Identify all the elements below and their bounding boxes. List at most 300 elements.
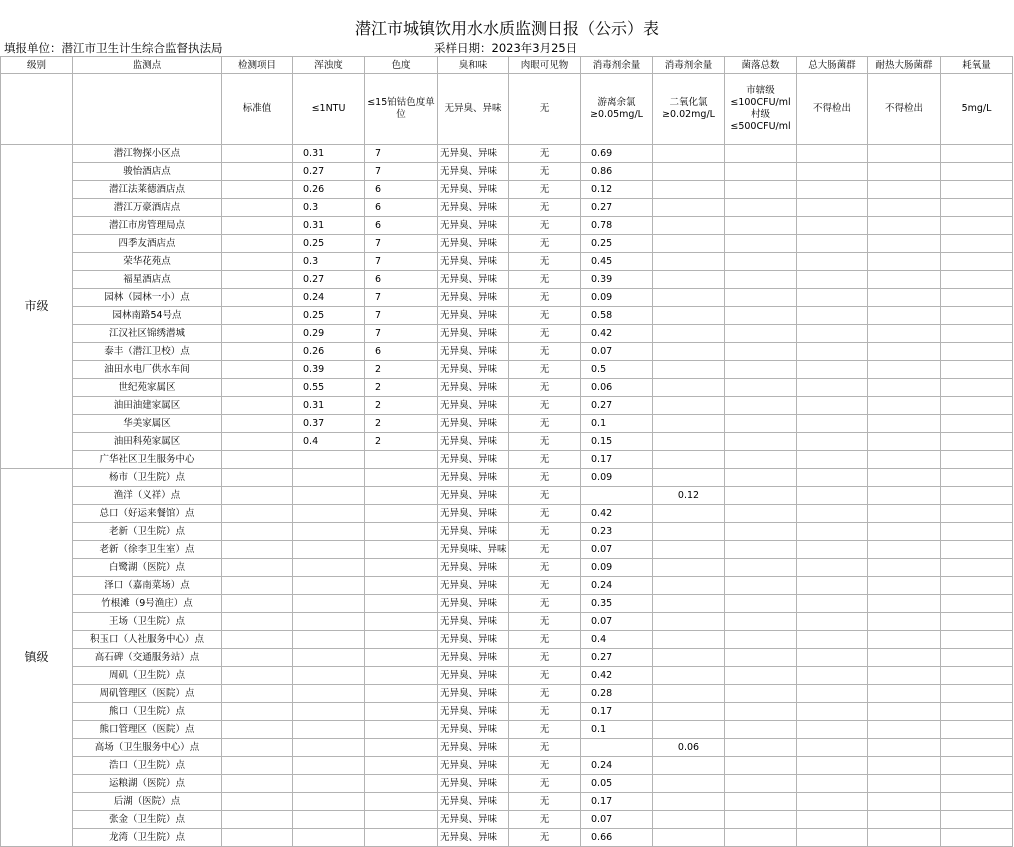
header-odor[interactable]: 臭和味 [438,57,509,74]
odor-cell[interactable]: 无异臭、异味 [438,613,509,631]
color-cell[interactable] [365,523,438,541]
chlorine-dioxide-cell[interactable] [653,577,725,595]
empty-cell[interactable] [868,631,941,649]
item-cell[interactable] [222,649,293,667]
empty-cell[interactable] [868,271,941,289]
chlorine-cell[interactable]: 0.4 [581,631,653,649]
odor-cell[interactable]: 无异臭、异味 [438,217,509,235]
odor-cell[interactable]: 无异臭、异味 [438,289,509,307]
standard-colony[interactable]: 市辖级≤100CFU/ml 村级≤500CFU/ml [725,74,797,145]
empty-cell[interactable] [941,739,1013,757]
chlorine-cell[interactable]: 0.07 [581,541,653,559]
color-cell[interactable]: 6 [365,271,438,289]
point-cell[interactable]: 油田水电厂供水车间 [73,361,222,379]
turbidity-cell[interactable] [293,649,365,667]
empty-cell[interactable] [725,253,797,271]
point-cell[interactable]: 周矶管理区（医院）点 [73,685,222,703]
empty-cell[interactable] [941,523,1013,541]
point-cell[interactable]: 老新（徐李卫生室）点 [73,541,222,559]
chlorine-dioxide-cell[interactable] [653,703,725,721]
empty-cell[interactable] [941,379,1013,397]
level-cell[interactable]: 市级 [1,145,73,469]
chlorine-dioxide-cell[interactable] [653,613,725,631]
turbidity-cell[interactable] [293,595,365,613]
visible-cell[interactable]: 无 [509,271,581,289]
chlorine-cell[interactable]: 0.28 [581,685,653,703]
header-coliform[interactable]: 总大肠菌群 [797,57,868,74]
empty-cell[interactable] [868,397,941,415]
chlorine-cell[interactable]: 0.17 [581,451,653,469]
empty-cell[interactable] [797,703,868,721]
empty-cell[interactable] [797,811,868,829]
visible-cell[interactable]: 无 [509,739,581,757]
empty-cell[interactable] [868,559,941,577]
empty-cell[interactable] [797,451,868,469]
point-cell[interactable]: 潜江物探小区点 [73,145,222,163]
empty-cell[interactable] [868,145,941,163]
odor-cell[interactable]: 无异臭、异味 [438,775,509,793]
point-cell[interactable]: 园林南路54号点 [73,307,222,325]
visible-cell[interactable]: 无 [509,343,581,361]
turbidity-cell[interactable] [293,775,365,793]
empty-cell[interactable] [725,343,797,361]
chlorine-dioxide-cell[interactable] [653,163,725,181]
item-cell[interactable] [222,523,293,541]
item-cell[interactable] [222,289,293,307]
empty-cell[interactable] [725,685,797,703]
empty-cell[interactable] [725,397,797,415]
empty-cell[interactable] [725,775,797,793]
standard-chlorine[interactable]: 游离余氯≥0.05mg/L [581,74,653,145]
chlorine-dioxide-cell[interactable] [653,415,725,433]
point-cell[interactable]: 高石碑（交通服务站）点 [73,649,222,667]
turbidity-cell[interactable] [293,523,365,541]
turbidity-cell[interactable]: 0.37 [293,415,365,433]
chlorine-dioxide-cell[interactable] [653,271,725,289]
empty-cell[interactable] [725,505,797,523]
empty-cell[interactable] [941,343,1013,361]
color-cell[interactable] [365,595,438,613]
empty-cell[interactable] [941,235,1013,253]
empty-cell[interactable] [797,379,868,397]
turbidity-cell[interactable] [293,631,365,649]
header-color[interactable]: 色度 [365,57,438,74]
point-cell[interactable]: 潜江市房管理局点 [73,217,222,235]
item-cell[interactable] [222,181,293,199]
color-cell[interactable] [365,667,438,685]
empty-cell[interactable] [725,667,797,685]
turbidity-cell[interactable] [293,739,365,757]
point-cell[interactable]: 油田科苑家属区 [73,433,222,451]
chlorine-cell[interactable]: 0.15 [581,433,653,451]
item-cell[interactable] [222,145,293,163]
point-cell[interactable]: 泰丰（潜江卫校）点 [73,343,222,361]
item-cell[interactable] [222,739,293,757]
empty-cell[interactable] [725,199,797,217]
empty-cell[interactable] [868,343,941,361]
color-cell[interactable] [365,631,438,649]
turbidity-cell[interactable]: 0.26 [293,343,365,361]
chlorine-cell[interactable]: 0.1 [581,721,653,739]
standard-color[interactable]: ≤15铂钴色度单位 [365,74,438,145]
visible-cell[interactable]: 无 [509,361,581,379]
empty-cell[interactable] [797,397,868,415]
chlorine-cell[interactable]: 0.12 [581,181,653,199]
color-cell[interactable] [365,811,438,829]
point-cell[interactable]: 浩口（卫生院）点 [73,757,222,775]
visible-cell[interactable]: 无 [509,487,581,505]
color-cell[interactable] [365,685,438,703]
color-cell[interactable] [365,505,438,523]
point-cell[interactable]: 运粮湖（医院）点 [73,775,222,793]
odor-cell[interactable]: 无异臭、异味 [438,181,509,199]
empty-cell[interactable] [868,793,941,811]
odor-cell[interactable]: 无异臭、异味 [438,685,509,703]
item-cell[interactable] [222,163,293,181]
point-cell[interactable]: 华美家属区 [73,415,222,433]
standard-turbidity[interactable]: ≤1NTU [293,74,365,145]
chlorine-cell[interactable]: 0.17 [581,703,653,721]
item-cell[interactable] [222,253,293,271]
color-cell[interactable] [365,613,438,631]
color-cell[interactable]: 6 [365,343,438,361]
item-cell[interactable] [222,811,293,829]
empty-cell[interactable] [941,487,1013,505]
empty-cell[interactable] [725,703,797,721]
item-cell[interactable] [222,325,293,343]
visible-cell[interactable]: 无 [509,379,581,397]
standard-level-cell[interactable] [1,74,73,145]
chlorine-cell[interactable]: 0.27 [581,649,653,667]
color-cell[interactable] [365,559,438,577]
color-cell[interactable]: 6 [365,181,438,199]
empty-cell[interactable] [941,829,1013,847]
turbidity-cell[interactable] [293,793,365,811]
empty-cell[interactable] [797,469,868,487]
chlorine-dioxide-cell[interactable] [653,235,725,253]
odor-cell[interactable]: 无异臭、异味 [438,757,509,775]
empty-cell[interactable] [797,577,868,595]
empty-cell[interactable] [797,631,868,649]
empty-cell[interactable] [941,559,1013,577]
visible-cell[interactable]: 无 [509,181,581,199]
header-item[interactable]: 检测项目 [222,57,293,74]
item-cell[interactable] [222,577,293,595]
empty-cell[interactable] [868,235,941,253]
chlorine-dioxide-cell[interactable] [653,595,725,613]
empty-cell[interactable] [725,649,797,667]
visible-cell[interactable]: 无 [509,595,581,613]
empty-cell[interactable] [868,595,941,613]
turbidity-cell[interactable] [293,577,365,595]
item-cell[interactable] [222,307,293,325]
chlorine-cell[interactable]: 0.5 [581,361,653,379]
item-cell[interactable] [222,721,293,739]
empty-cell[interactable] [725,415,797,433]
odor-cell[interactable]: 无异臭、异味 [438,325,509,343]
item-cell[interactable] [222,469,293,487]
item-cell[interactable] [222,379,293,397]
empty-cell[interactable] [725,811,797,829]
visible-cell[interactable]: 无 [509,253,581,271]
turbidity-cell[interactable] [293,613,365,631]
color-cell[interactable]: 2 [365,415,438,433]
color-cell[interactable]: 2 [365,397,438,415]
color-cell[interactable] [365,451,438,469]
empty-cell[interactable] [868,811,941,829]
visible-cell[interactable]: 无 [509,289,581,307]
empty-cell[interactable] [725,181,797,199]
chlorine-cell[interactable]: 0.69 [581,145,653,163]
chlorine-dioxide-cell[interactable] [653,217,725,235]
color-cell[interactable]: 2 [365,433,438,451]
turbidity-cell[interactable] [293,505,365,523]
chlorine-cell[interactable]: 0.45 [581,253,653,271]
chlorine-dioxide-cell[interactable] [653,757,725,775]
point-cell[interactable]: 张金（卫生院）点 [73,811,222,829]
chlorine-cell[interactable]: 0.27 [581,397,653,415]
empty-cell[interactable] [941,793,1013,811]
odor-cell[interactable]: 无异臭、异味 [438,361,509,379]
item-cell[interactable] [222,487,293,505]
empty-cell[interactable] [797,361,868,379]
chlorine-dioxide-cell[interactable] [653,361,725,379]
visible-cell[interactable]: 无 [509,217,581,235]
visible-cell[interactable]: 无 [509,613,581,631]
chlorine-dioxide-cell[interactable] [653,253,725,271]
chlorine-cell[interactable] [581,739,653,757]
turbidity-cell[interactable]: 0.25 [293,307,365,325]
empty-cell[interactable] [725,469,797,487]
color-cell[interactable]: 7 [365,325,438,343]
empty-cell[interactable] [941,181,1013,199]
turbidity-cell[interactable]: 0.27 [293,163,365,181]
item-cell[interactable] [222,433,293,451]
color-cell[interactable]: 6 [365,199,438,217]
visible-cell[interactable]: 无 [509,649,581,667]
standard-chlorine-dioxide[interactable]: 二氧化氯≥0.02mg/L [653,74,725,145]
empty-cell[interactable] [797,595,868,613]
color-cell[interactable] [365,739,438,757]
turbidity-cell[interactable]: 0.25 [293,235,365,253]
item-cell[interactable] [222,343,293,361]
odor-cell[interactable]: 无异臭、异味 [438,343,509,361]
standard-point-cell[interactable] [73,74,222,145]
point-cell[interactable]: 龙湾（卫生院）点 [73,829,222,847]
empty-cell[interactable] [941,541,1013,559]
chlorine-dioxide-cell[interactable] [653,793,725,811]
turbidity-cell[interactable] [293,487,365,505]
header-thermo-coliform[interactable]: 耐热大肠菌群 [868,57,941,74]
chlorine-dioxide-cell[interactable] [653,451,725,469]
empty-cell[interactable] [868,199,941,217]
odor-cell[interactable]: 无异臭、异味 [438,703,509,721]
color-cell[interactable] [365,757,438,775]
turbidity-cell[interactable] [293,703,365,721]
chlorine-dioxide-cell[interactable] [653,631,725,649]
empty-cell[interactable] [725,217,797,235]
color-cell[interactable]: 7 [365,145,438,163]
empty-cell[interactable] [868,523,941,541]
visible-cell[interactable]: 无 [509,793,581,811]
standard-thermo-coliform[interactable]: 不得检出 [868,74,941,145]
header-oxygen[interactable]: 耗氧量 [941,57,1013,74]
item-cell[interactable] [222,235,293,253]
visible-cell[interactable]: 无 [509,163,581,181]
empty-cell[interactable] [941,325,1013,343]
chlorine-dioxide-cell[interactable] [653,685,725,703]
header-level[interactable]: 级别 [1,57,73,74]
turbidity-cell[interactable]: 0.27 [293,271,365,289]
visible-cell[interactable]: 无 [509,667,581,685]
turbidity-cell[interactable]: 0.3 [293,253,365,271]
color-cell[interactable] [365,793,438,811]
empty-cell[interactable] [797,649,868,667]
empty-cell[interactable] [868,649,941,667]
visible-cell[interactable]: 无 [509,811,581,829]
chlorine-dioxide-cell[interactable] [653,199,725,217]
empty-cell[interactable] [797,757,868,775]
empty-cell[interactable] [868,415,941,433]
point-cell[interactable]: 园林（园林一小）点 [73,289,222,307]
point-cell[interactable]: 积玉口（人社服务中心）点 [73,631,222,649]
empty-cell[interactable] [868,829,941,847]
chlorine-cell[interactable]: 0.27 [581,199,653,217]
item-cell[interactable] [222,757,293,775]
empty-cell[interactable] [941,163,1013,181]
empty-cell[interactable] [941,685,1013,703]
empty-cell[interactable] [725,721,797,739]
visible-cell[interactable]: 无 [509,685,581,703]
turbidity-cell[interactable] [293,541,365,559]
point-cell[interactable]: 熊口（卫生院）点 [73,703,222,721]
chlorine-dioxide-cell[interactable]: 0.12 [653,487,725,505]
empty-cell[interactable] [725,739,797,757]
point-cell[interactable]: 潜江法莱德酒店点 [73,181,222,199]
empty-cell[interactable] [725,379,797,397]
odor-cell[interactable]: 无异臭、异味 [438,379,509,397]
empty-cell[interactable] [941,649,1013,667]
odor-cell[interactable]: 无异臭、异味 [438,415,509,433]
chlorine-cell[interactable]: 0.66 [581,829,653,847]
empty-cell[interactable] [797,199,868,217]
color-cell[interactable] [365,469,438,487]
chlorine-dioxide-cell[interactable] [653,343,725,361]
empty-cell[interactable] [941,397,1013,415]
empty-cell[interactable] [868,721,941,739]
color-cell[interactable]: 6 [365,217,438,235]
chlorine-cell[interactable]: 0.23 [581,523,653,541]
visible-cell[interactable]: 无 [509,307,581,325]
odor-cell[interactable]: 无异臭、异味 [438,667,509,685]
odor-cell[interactable]: 无异臭、异味 [438,199,509,217]
empty-cell[interactable] [941,775,1013,793]
chlorine-cell[interactable]: 0.24 [581,577,653,595]
chlorine-dioxide-cell[interactable] [653,469,725,487]
chlorine-cell[interactable]: 0.07 [581,343,653,361]
odor-cell[interactable]: 无异臭、异味 [438,577,509,595]
header-turbidity[interactable]: 浑浊度 [293,57,365,74]
color-cell[interactable]: 7 [365,235,438,253]
point-cell[interactable]: 白鹭湖（医院）点 [73,559,222,577]
empty-cell[interactable] [797,541,868,559]
turbidity-cell[interactable]: 0.39 [293,361,365,379]
point-cell[interactable]: 荣华花苑点 [73,253,222,271]
empty-cell[interactable] [868,307,941,325]
chlorine-dioxide-cell[interactable] [653,811,725,829]
item-cell[interactable] [222,775,293,793]
point-cell[interactable]: 福星酒店点 [73,271,222,289]
odor-cell[interactable]: 无异臭、异味 [438,793,509,811]
odor-cell[interactable]: 无异臭、异味 [438,469,509,487]
odor-cell[interactable]: 无异臭、异味 [438,595,509,613]
visible-cell[interactable]: 无 [509,199,581,217]
visible-cell[interactable]: 无 [509,559,581,577]
empty-cell[interactable] [868,685,941,703]
standard-label[interactable]: 标准值 [222,74,293,145]
visible-cell[interactable]: 无 [509,451,581,469]
chlorine-dioxide-cell[interactable] [653,667,725,685]
empty-cell[interactable] [725,559,797,577]
empty-cell[interactable] [941,505,1013,523]
empty-cell[interactable] [868,667,941,685]
empty-cell[interactable] [941,361,1013,379]
empty-cell[interactable] [725,235,797,253]
color-cell[interactable]: 7 [365,289,438,307]
chlorine-cell[interactable]: 0.35 [581,595,653,613]
empty-cell[interactable] [797,271,868,289]
empty-cell[interactable] [797,739,868,757]
color-cell[interactable] [365,487,438,505]
visible-cell[interactable]: 无 [509,505,581,523]
turbidity-cell[interactable]: 0.4 [293,433,365,451]
empty-cell[interactable] [725,793,797,811]
empty-cell[interactable] [868,541,941,559]
chlorine-cell[interactable]: 0.09 [581,559,653,577]
point-cell[interactable]: 江汉社区锦绣潜城 [73,325,222,343]
chlorine-cell[interactable]: 0.17 [581,793,653,811]
empty-cell[interactable] [941,451,1013,469]
turbidity-cell[interactable]: 0.31 [293,217,365,235]
chlorine-dioxide-cell[interactable] [653,649,725,667]
chlorine-cell[interactable]: 0.06 [581,379,653,397]
empty-cell[interactable] [797,343,868,361]
chlorine-dioxide-cell[interactable] [653,829,725,847]
empty-cell[interactable] [868,163,941,181]
chlorine-dioxide-cell[interactable] [653,181,725,199]
chlorine-cell[interactable]: 0.42 [581,667,653,685]
item-cell[interactable] [222,829,293,847]
odor-cell[interactable]: 无异臭、异味 [438,505,509,523]
turbidity-cell[interactable] [293,811,365,829]
odor-cell[interactable]: 无异臭、异味 [438,235,509,253]
turbidity-cell[interactable] [293,757,365,775]
empty-cell[interactable] [868,613,941,631]
chlorine-cell[interactable]: 0.86 [581,163,653,181]
color-cell[interactable] [365,577,438,595]
item-cell[interactable] [222,505,293,523]
turbidity-cell[interactable]: 0.24 [293,289,365,307]
item-cell[interactable] [222,397,293,415]
header-chlorine-dioxide[interactable]: 消毒剂余量 [653,57,725,74]
empty-cell[interactable] [797,163,868,181]
chlorine-dioxide-cell[interactable] [653,721,725,739]
empty-cell[interactable] [797,217,868,235]
point-cell[interactable]: 骏怡酒店点 [73,163,222,181]
empty-cell[interactable] [797,793,868,811]
level-cell[interactable]: 镇级 [1,469,73,847]
odor-cell[interactable]: 无异臭、异味 [438,163,509,181]
